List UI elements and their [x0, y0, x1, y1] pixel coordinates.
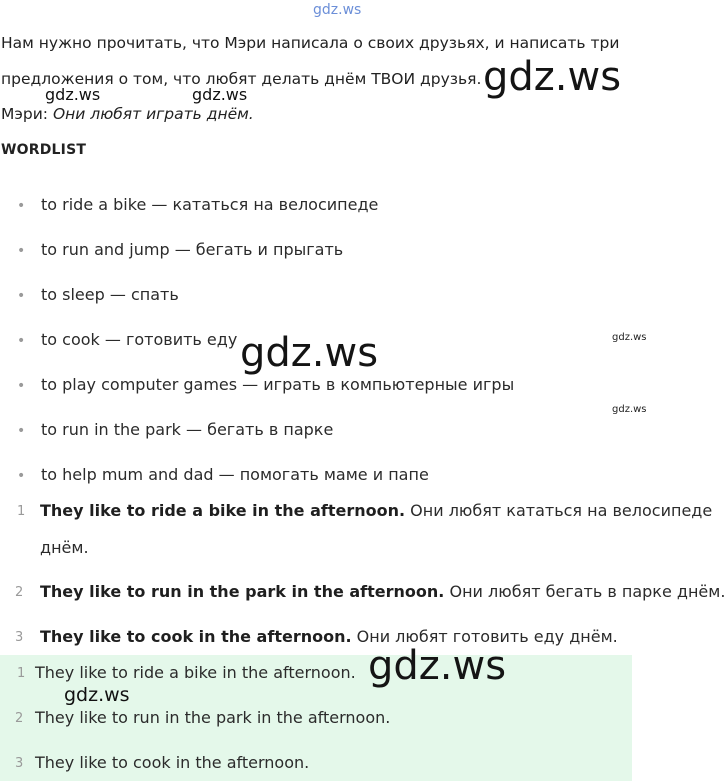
watermark-small: gdz.ws — [612, 332, 647, 343]
watermark-medium: gdz.ws — [192, 85, 248, 104]
watermark-medium: gdz.ws — [64, 684, 130, 706]
bullet-icon: • — [17, 333, 26, 349]
bullet-icon: • — [17, 243, 26, 259]
wordlist-item: to cook — готовить еду — [41, 330, 238, 349]
final-answer: They like to cook in the afternoon. — [35, 753, 310, 772]
final-answer: They like to run in the park in the afternoon. — [35, 708, 391, 727]
wordlist-item: to help mum and dad — помогать маме и папе — [41, 465, 429, 484]
answer-russian: Они любят кататься на велосипеде — [410, 501, 713, 520]
watermark-large: gdz.ws — [368, 643, 507, 689]
wordlist-item: to sleep — спать — [41, 285, 179, 304]
wordlist-heading: WORDLIST — [1, 142, 87, 158]
watermark-large: gdz.ws — [240, 330, 379, 376]
answer-row — [40, 501, 712, 520]
answer-russian: Они любят бегать в парке днём. — [449, 582, 725, 601]
answer-english: They like to cook in the afternoon. — [40, 627, 352, 646]
bullet-icon: • — [17, 288, 26, 304]
answer-number: 2 — [15, 585, 24, 600]
wordlist-item: to run in the park — бегать в парке — [41, 420, 334, 439]
bullet-icon: • — [17, 378, 26, 394]
bullet-icon: • — [17, 198, 26, 214]
mary-line — [1, 105, 254, 123]
answer-number: 3 — [15, 630, 24, 645]
answer-russian: Они любят готовить еду днём. — [356, 627, 618, 646]
intro-line-2: предложения о том, что любят делать днём ТВОИ друзья. — [1, 70, 482, 88]
answer-row — [40, 627, 618, 646]
wordlist-item: to play computer games — играть в компьютерные игры — [41, 375, 515, 394]
answer-number: 1 — [17, 504, 26, 519]
wordlist-item: to run and jump — бегать и прыгать — [41, 240, 344, 259]
mary-text: Они любят играть днём. — [52, 105, 254, 123]
final-answer: They like to ride a bike in the afternoon. — [35, 663, 356, 682]
bullet-icon: • — [17, 423, 26, 439]
wordlist-item: to ride a bike — кататься на велосипеде — [41, 195, 379, 214]
final-answer-number: 1 — [17, 666, 26, 681]
answer-row — [40, 582, 725, 601]
mary-label: Мэри: — [1, 105, 49, 123]
answer-english: They like to ride a bike in the afternoon. — [40, 501, 406, 520]
bullet-icon: • — [17, 468, 26, 484]
answer-english: They like to run in the park in the afternoon. — [40, 582, 445, 601]
watermark-small: gdz.ws — [612, 404, 647, 415]
watermark-medium: gdz.ws — [45, 85, 101, 104]
final-answer-number: 3 — [15, 756, 24, 771]
watermark-large: gdz.ws — [483, 54, 622, 100]
final-answer-number: 2 — [15, 711, 24, 726]
answer-russian-cont: днём. — [40, 538, 89, 557]
intro-line-1: Нам нужно прочитать, что Мэри написала о своих друзьях, и написать три — [1, 34, 620, 52]
watermark-top: gdz.ws — [313, 2, 362, 18]
